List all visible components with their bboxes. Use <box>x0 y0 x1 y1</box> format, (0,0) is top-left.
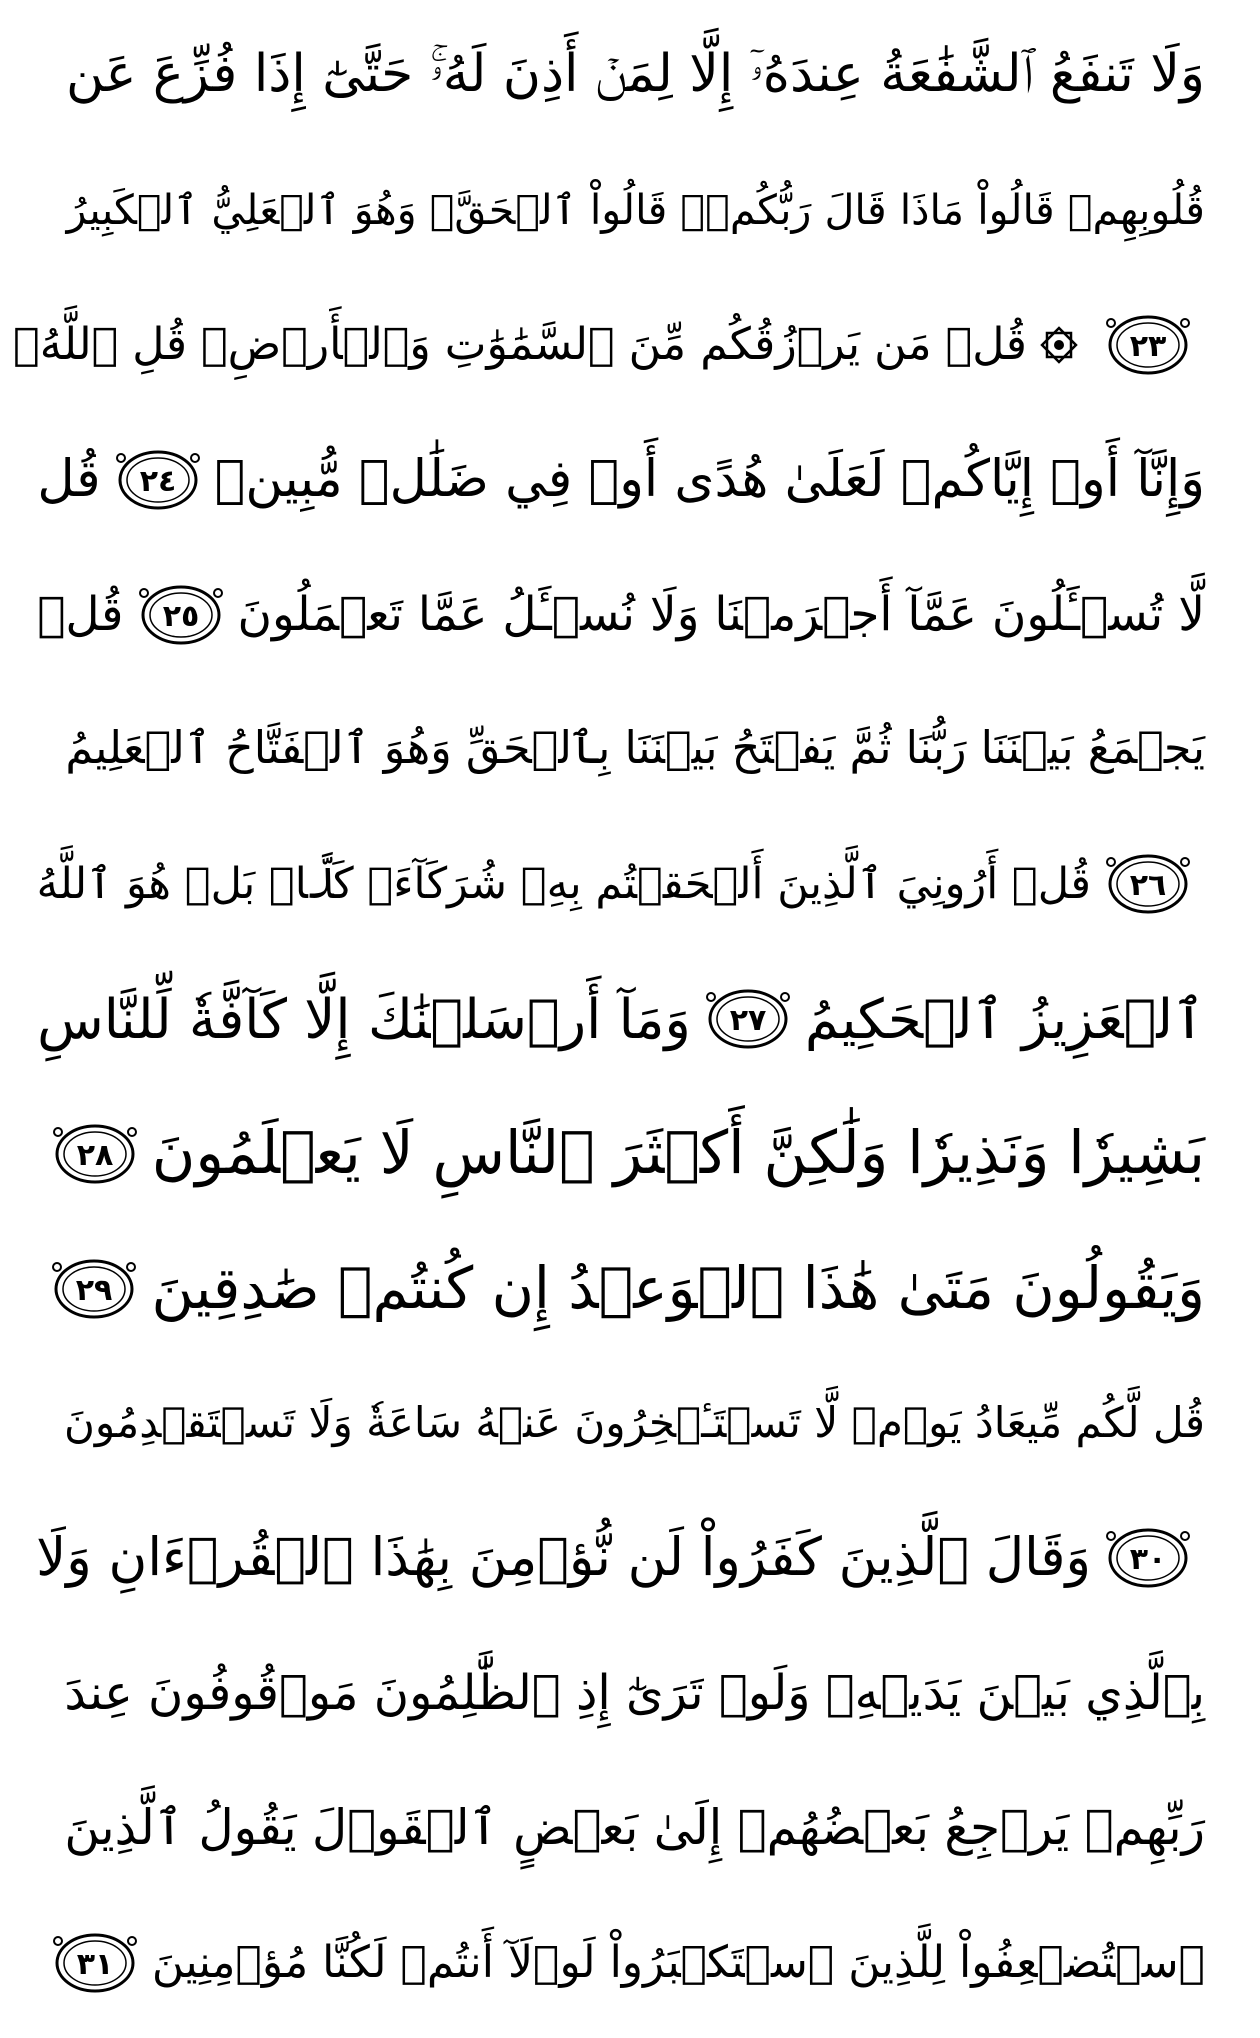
ayah-frame-ornament <box>140 589 148 597</box>
ayah-frame-ornament <box>128 1937 136 1945</box>
ayah-frame-ornament <box>1181 319 1189 327</box>
ayah-number-marker <box>1105 850 1191 918</box>
ayah-number: ٢٤ <box>139 463 176 499</box>
verse-line <box>55 1086 1205 1221</box>
ayah-frame-ornament <box>781 993 789 1001</box>
ayah-frame-ornament <box>1181 1532 1189 1540</box>
ayah-number: ٢٣ <box>1129 328 1167 364</box>
ayah-number-marker <box>1105 1524 1191 1592</box>
ayah-number-marker <box>138 581 224 649</box>
ayah-frame-icon <box>52 1120 138 1188</box>
verse-text: قُلۡ أَرُونِيَ ٱلَّذِينَ أَلۡحَقۡتُم بِهِۦ شُرَكَآءَۖ كَلَّاۚ بَلۡ هُوَ ٱللَّهُ <box>36 858 1091 909</box>
ayah-frame-ornament <box>128 1128 136 1136</box>
verse-text: لَّا تُسۡـَٔلُونَ عَمَّآ أَجۡرَمۡنَا وَلَا نُسۡـَٔلُ عَمَّا تَعۡمَلُونَ <box>237 587 1205 643</box>
ayah-frame-icon <box>1105 311 1191 379</box>
verse-text: بَشِيرٗا وَنَذِيرٗا وَلَٰكِنَّ أَكۡثَرَ ٱلنَّاسِ لَا يَعۡلَمُونَ <box>151 1119 1205 1189</box>
ayah-number-marker <box>1105 311 1191 379</box>
verse-line <box>55 1626 1205 1761</box>
verse-text: وَلَا تَنفَعُ ٱلشَّفَٰعَةُ عِندَهُۥٓ إِلَّا لِمَنۡ أَذِنَ لَهُۥۚ حَتَّىٰٓ إِذَا فُزِّعَ عَن <box>65 44 1205 105</box>
verse-line <box>37 952 1205 1087</box>
ayah-frame-icon <box>705 985 791 1053</box>
ayah-frame-ornament <box>127 1263 135 1271</box>
verse-line <box>55 1356 1205 1491</box>
ayah-frame-ornament <box>707 993 715 1001</box>
verse-text: قُل لَّكُم مِّيعَادُ يَوۡمٖ لَّا تَسۡتَـٔۡخِرُونَ عَنۡهُ سَاعَةٗ وَلَا تَسۡتَقۡدِمُونَ <box>64 1398 1205 1448</box>
ayah-number-marker <box>115 446 201 514</box>
ayah-frame-ornament <box>214 589 222 597</box>
verse-line <box>37 547 1205 682</box>
verse-text: بِٱلَّذِي بَيۡنَ يَدَيۡهِۗ وَلَوۡ تَرَىٰٓ إِذِ ٱلظَّٰلِمُونَ مَوۡقُوفُونَ عِندَ <box>64 1664 1205 1721</box>
ayah-number: ٣١ <box>76 1946 114 1982</box>
verse-line <box>55 1760 1205 1895</box>
ayah-frame-ornament <box>1107 1532 1115 1540</box>
verse-text: ٱسۡتُضۡعِفُواْ لِلَّذِينَ ٱسۡتَكۡبَرُواْ لَوۡلَآ أَنتُمۡ لَكُنَّا مُؤۡمِنِينَ <box>151 1936 1205 1988</box>
verse-text: وَإِنَّآ أَوۡ إِيَّاكُمۡ لَعَلَىٰ هُدًى أَوۡ فِي ضَلَٰلٖ مُّبِينٖ <box>214 449 1205 510</box>
ayah-frame-ornament <box>1107 858 1115 866</box>
hizb-star-icon <box>1039 325 1079 365</box>
verse-line <box>13 278 1205 413</box>
verse-text: يَجۡمَعُ بَيۡنَنَا رَبُّنَا ثُمَّ يَفۡتَحُ بَيۡنَنَا بِٱلۡحَقِّ وَهُوَ ٱلۡفَتَّاحُ ٱلۡعَلِيمُ <box>65 723 1205 775</box>
ayah-number-marker <box>52 1120 138 1188</box>
ayah-frame-icon <box>138 581 224 649</box>
verse-text: وَقَالَ ٱلَّذِينَ كَفَرُواْ لَن نُّؤۡمِنَ بِهَٰذَا ٱلۡقُرۡءَانِ وَلَا <box>36 1526 1091 1588</box>
verse-line <box>55 1895 1205 2030</box>
ayah-frame-ornament <box>191 454 199 462</box>
verse-line <box>36 817 1205 952</box>
ayah-number: ٣٠ <box>1129 1542 1167 1578</box>
ayah-number-marker <box>52 1929 138 1997</box>
verse-line <box>55 1221 1205 1356</box>
verse-line <box>55 8 1205 143</box>
ayah-frame-ornament <box>1181 858 1189 866</box>
ayah-frame-icon <box>52 1929 138 1997</box>
ayah-frame-ornament <box>54 1937 62 1945</box>
verse-line <box>37 412 1205 547</box>
verse-text: قُلۡ مَن يَرۡزُقُكُم مِّنَ ٱلسَّمَٰوَٰتِ وَٱلۡأَرۡضِۖ قُلِ ٱللَّهُۖ <box>13 318 1027 370</box>
verse-lines <box>13 8 1205 2030</box>
verse-text: وَمَآ أَرۡسَلۡنَٰكَ إِلَّا كَآفَّةٗ لِّلنَّاسِ <box>37 986 691 1051</box>
verse-text: قُل <box>37 449 101 510</box>
verse-line <box>55 682 1205 817</box>
ayah-frame-ornament <box>53 1263 61 1271</box>
verse-text: ٱلۡعَزِيزُ ٱلۡحَكِيمُ <box>804 986 1205 1051</box>
verse-line <box>55 143 1205 278</box>
verse-text: وَيَقُولُونَ مَتَىٰ هَٰذَا ٱلۡوَعۡدُ إِن كُنتُمۡ صَٰدِقِينَ <box>151 1253 1205 1322</box>
ayah-number: ٢٧ <box>729 1002 767 1038</box>
rub-el-hizb-icon <box>1039 325 1079 365</box>
ayah-number: ٢٩ <box>76 1272 113 1308</box>
ayah-frame-ornament <box>1107 319 1115 327</box>
verse-text: قُلۡ <box>37 587 124 643</box>
ayah-number: ٢٥ <box>162 598 199 634</box>
verse-text: قُلُوبِهِمۡ قَالُواْ مَاذَا قَالَ رَبُّكُمۡۖ قَالُواْ ٱلۡحَقَّۖ وَهُوَ ٱلۡعَلِيُّ ٱلۡكَبِيرُ <box>66 185 1205 234</box>
ayah-number: ٢٦ <box>1129 868 1167 904</box>
verse-text: رَبِّهِمۡ يَرۡجِعُ بَعۡضُهُمۡ إِلَىٰ بَعۡضٍ ٱلۡقَوۡلَ يَقُولُ ٱلَّذِينَ <box>64 1799 1205 1856</box>
ayah-frame-icon <box>1105 1524 1191 1592</box>
ayah-frame-ornament <box>117 454 125 462</box>
ayah-frame-icon <box>115 446 201 514</box>
verse-line <box>36 1491 1205 1626</box>
ayah-frame-ornament <box>54 1128 62 1136</box>
ayah-frame-icon <box>1105 850 1191 918</box>
ayah-number: ٢٨ <box>76 1137 114 1173</box>
hizb-star-center <box>1054 340 1064 350</box>
ayah-number-marker <box>705 985 791 1053</box>
ayah-frame-icon <box>51 1255 137 1323</box>
ayah-number-marker <box>51 1255 137 1323</box>
